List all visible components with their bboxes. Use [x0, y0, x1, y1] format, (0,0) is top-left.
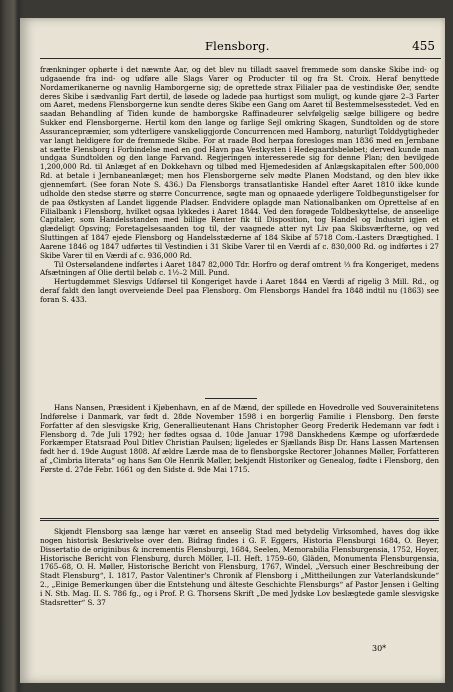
paragraph: Skjøndt Flensborg saa længe har været en anseelig Stad med betydelig Virksomhed, haves dog ikke nogen historisk Beskrivelse over den. Bidrag findes i G. F. Eggers, Historia Flensburgi 1684, O. Beyer, Dissertatio de originibus & incrementis Flensburgi, 1684, Seelen, Memorabilia Flensburgensia, 1752, Hoyer, Historische Bericht von Flensburg, durch Möller, I–II. Heft. 1759–60, Gläden, Monumenta Flensburgensia, 1765–68, O. H. Møller, Historische Bericht von Flensburg, 1767, Windel, „Versuch einer Beschreibung der Stadt Flensburg“, I. 1817, Pastor Valentiner's Chronik af Flensborg i „Mittheilungen zur Vaterlandskunde“ 2., „Einige Bemerkungen über die Entstehung und älteste Geschichte Flensburgs“ af Pastor Jensen i Gelting i N. Stb. Mag. II. S. 786 fg., og i Prof. P. G. Thorsens Skrift „De med Jydske Lov beslægtede gamle slesvigske Stadsretter“ S. 37 [40, 527, 439, 607]
page-number: 455 [412, 39, 435, 53]
paragraph: Til Ostersølandene indførtes i Aaret 1847 82,000 Tdr. Horfro og deraf omtrent ⅓ fra Kongeriget, medens Afsætningen af Olie dertil beløb c. 1½–2 Mill. Pund. [40, 259, 439, 278]
header-rule [40, 58, 441, 59]
paragraph: Hans Nansen, Præsident i Kjøbenhavn, en af de Mænd, der spillede en Hovedrolle ved Souverainitetens Indførelse i Danmark, var født d. 28de November 1598 i en borgerlig Familie i Flensborg. Den første Forfatter af den slesvigske Krig, Generallieutenant Hans Christopher Georg Frederik Hedemann var født i Flensborg d. 7de Juli 1792; her fødtes ogsaa d. 10de Januar 1798 Danskhedens Kæmpe og uforfærdede Forkæmper Etatsraad Poul Ditlev Christian Paulsen; ligeledes er Sjællands Bisp Dr. Hans Lassen Martensen født her d. 19de August 1808. Af ældre Lærde maa de to flensborgske Rectorer Johannes Møller, Forfatteren af „Cimbria literata“ og hans Søn Ole Henrik Møller, bekjendt Historiker og Genealog, fødte i Flensborg, den Første d. 27de Febr. 1661 og den Sidste d. 9de Mai 1715. [40, 403, 439, 474]
page-header [40, 38, 441, 54]
printer-signature-mark: 30* [372, 644, 387, 653]
text-block-bibliography [40, 528, 439, 608]
section-divider [205, 398, 257, 399]
section-double-rule-bottom [40, 520, 439, 521]
paragraph: Hertugdømmet Slesvigs Udførsel til Kongeriget havde i Aaret 1844 en Værdi af rigelig 3 Mill. Rd., og deraf faldt den langt overveiende Deel paa Flensborg. Om Flensborgs Handel fra 1848 indtil nu (1863) see foran S. 433. [40, 277, 439, 304]
running-title: Flensborg. [205, 39, 270, 53]
text-block-trade-history [40, 66, 439, 305]
text-block-notable-persons [40, 404, 439, 475]
paragraph: frænkninger ophørte i det næwnte Aar, og det blev nu tilladt saavel fremmede som danske Skibe ind- og udgaaende fra ind- og udføre alle Slags Varer og Producter til og fra St. Croix. Heraf benyttede Nordamerikanerne og navnlig Hamborgerne sig; de oprettede strax Filialer paa de vestindiske Øer, sendte deres Skibe i sædvanlig Fart dertil, de løsede og ladede paa hurtigst som muligt, og kunde gjøre 2–3 Farter om Aaret, medens Flensborgerne kun sendte deres Skibe een Gang om Aaret til Bestemmelsesstedet. Ved en saadan Behandling af Tiden kunde de hamborgske Raffinadeurer selvfølgelig sælge billigere og bedre Sukker end Flensborgerne. Hertil kom den lange og farlige Sejl omkring Skagen, Sundtolden og de store Assurancepræmier, som ydterligere vanskeliggjorde Concurrencen med Hamborg, naturligt Tolddygtigheder var langt heldigere for de fremmede Skibe. For at raade Bod herpaa foresloges man 1836 med en Jernbane at sætte Flensborg i Forbindelse med en god Havn paa Vestkysten i Hedegaardsbeløbet; derved kunde man undgaa Sundtolden og den lange Farvand. Regjeringen interesserede sig for denne Plan; den bevilgede 1,200,000 Rd. til Anlæget af en Dokkehavn og tilbød med Hjemedesiden af Anlægskapitalen efter 500,000 Rd. at betale i Jernbaneanlæget; men hos Flensborgerne selv mødte Planen Modstand, og den blev ikke gjennemført. (See foran Note S. 436.) Da Flensborgs transatlantiske Handel efter Aaret 1810 ikke kunde udholde den stedse større og større Concurrence, søgte man og opnaaede yderligere Toldbegunstigelser for de paa Østkysten af Landet liggende Pladser. Endvidere oplagde man Nationalbanken om Oprettelse af en Filialbank i Flensborg, hvilket ogsaa lykkedes i Aaret 1844. Ved den forøgede Toldbeskyttelse, de anseelige Capitaler, som Handelsstanden med billige Renter fik til Disposition, tog Handel og Industri igjen et glædeligt Opsving; Foretagelsesaanden tog til, der vaagnede atter nyt Liv paa Skibsværfterne, og ved Sluttingen af 1847 ejede Flensborg og Handelsstæderne af 184 Skibe af 5718 Com.-Lasters Drægtighed. I Aarene 1846 og 1847 udførtes til Vestindien i 31 Skibe Varer til en Værdi af c. 830,000 Rd. og indførtes i 27 Skibe Varer til en Værdi af c. 936,000 Rd. [40, 65, 439, 260]
section-double-rule-top [40, 518, 439, 519]
